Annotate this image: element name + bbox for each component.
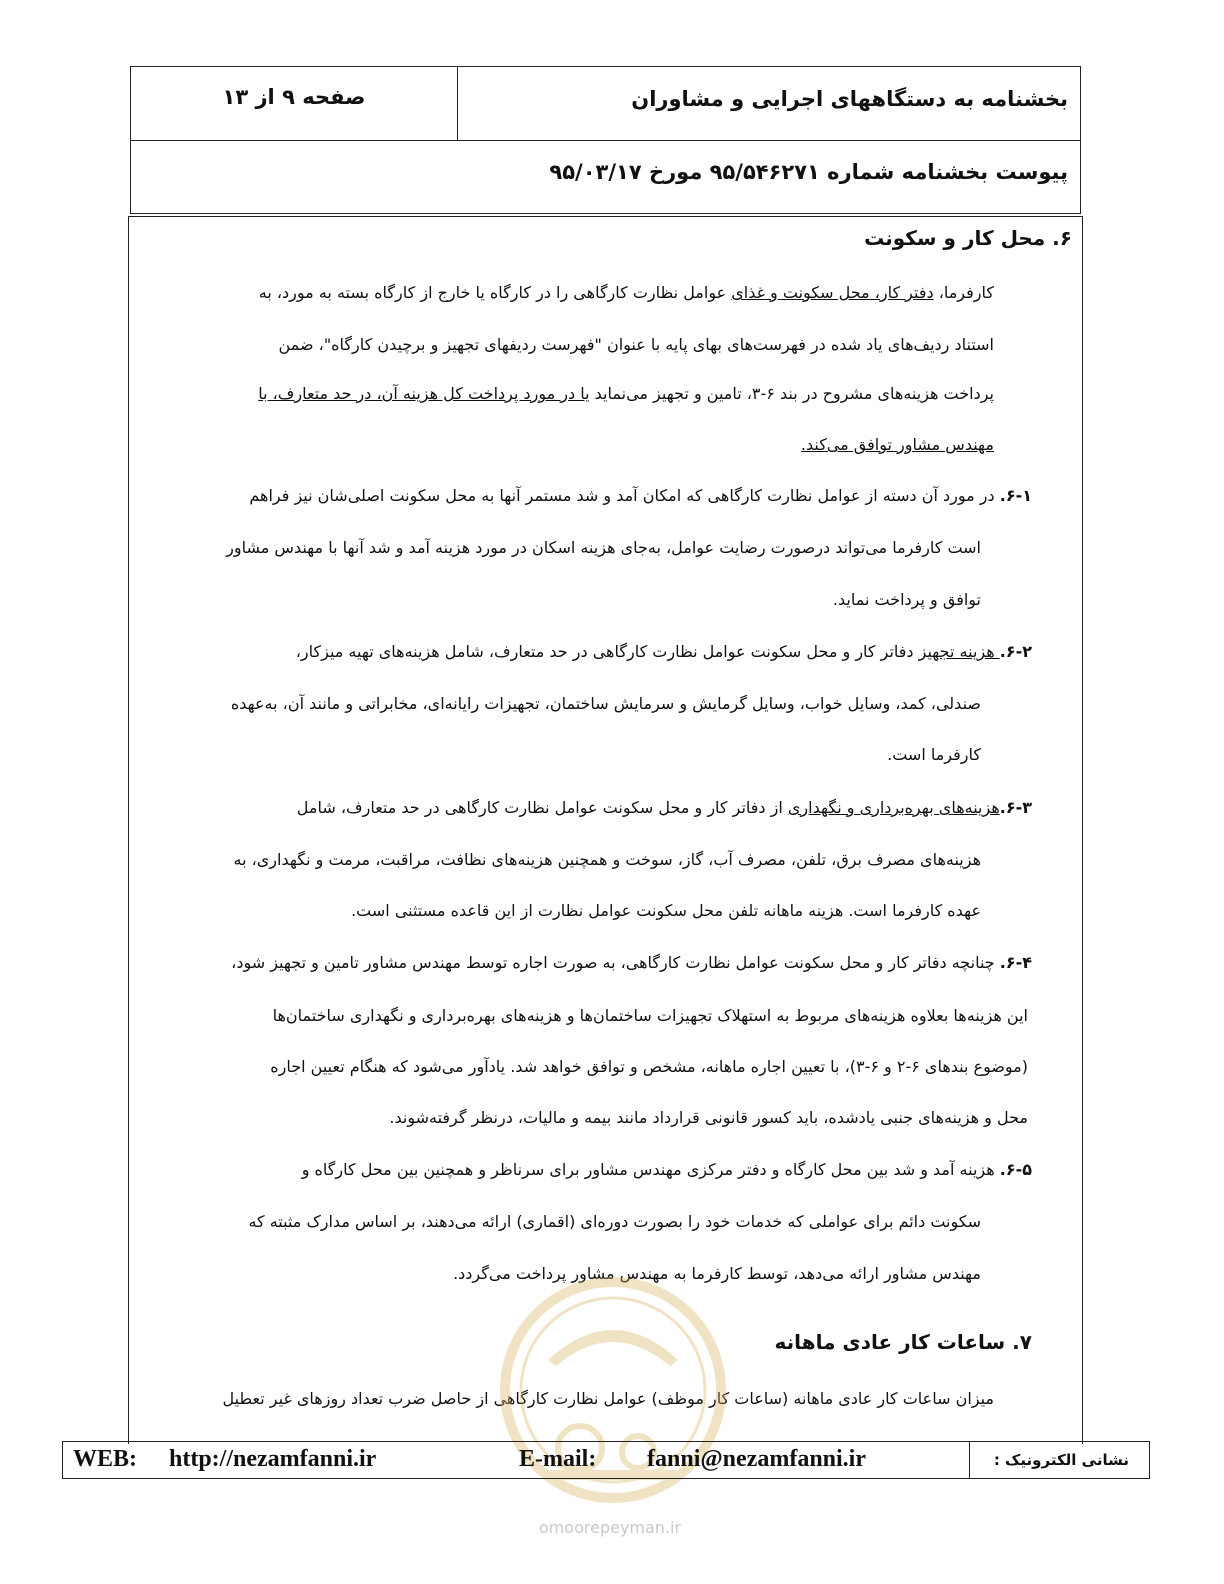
watermark-url: omoorepeyman.ir [538,1518,682,1537]
item-6-2-line-3: کارفرما است. [887,745,981,764]
header-divider-horizontal [131,140,1080,141]
annex-reference: پیوست بخشنامه شماره ۹۵/۵۴۶۲۷۱ مورخ ۹۵/۰۳/۱۷ [549,160,1068,184]
intro-line-3: پرداخت هزینه‌های مشروح در بند ۶-۳، تامین و تجهیز می‌نماید یا در مورد پرداخت کل هزینه آن، در حد متعارف، با [258,384,994,403]
electronic-address-label: نشانی الکترونیک : [993,1451,1129,1469]
watermark-logo [488,1270,738,1520]
web-label: WEB: [73,1446,138,1472]
item-6-2-line-2: صندلی، کمد، وسایل خواب، وسایل گرمایش و سرمایش ساختمان، تجهیزات رایانه‌ای، مخابراتی و مانند آن، به‌عهده [230,694,981,713]
item-6-3-line-1: ۶-۳.هزینه‌های بهره‌برداری و نگهداری از دفاتر کار و محل سکونت عوامل نظارت کارگاهی در حد متعارف، شامل [296,798,1032,817]
item-6-3-line-2: هزینه‌های مصرف برق، تلفن، مصرف آب، گاز، سوخت و همچنین هزینه‌های نظافت، مراقبت، مرمت و نگهداری، به [233,850,981,869]
email-link[interactable]: fanni@nezamfanni.ir [647,1446,866,1472]
intro-line-1: کارفرما، دفتر کار، محل سکونت و غذای عوامل نظارت کارگاهی را در کارگاه یا خارج از کارگاه بسته به مورد، به [258,283,994,302]
section-7-line-1: میزان ساعات کار عادی ماهانه (ساعات کار موظف) عوامل نظارت کارگاهی از حاصل ضرب تعداد روزهای غیر تعطیل [222,1389,994,1408]
section-7-heading: ۷. ساعات کار عادی ماهانه [774,1330,1032,1354]
email-label: E-mail: [519,1446,597,1472]
item-6-4-line-1: ۶-۴. چنانچه دفاتر کار و محل سکونت عوامل نظارت کارگاهی، به صورت اجاره توسط مهندس مشاور تامین و تجهیز شود، [231,953,1032,972]
item-6-2-line-1: ۶-۲. هزینه تجهیز دفاتر کار و محل سکونت عوامل نظارت کارگاهی در حد متعارف، شامل هزینه‌های تهیه میزکار، [295,642,1032,661]
web-link[interactable]: http://nezamfanni.ir [169,1446,377,1472]
item-6-5-line-2: سکونت دائم برای عواملی که خدمات خود را بصورت دوره‌ای (اقماری) ارائه می‌دهند، بر اساس مدارک مثبته که [248,1212,981,1231]
item-6-1-line-1: ۶-۱. در مورد آن دسته از عوامل نظارت کارگاهی که امکان آمد و شد مستمر آنها به محل سکونت اصلی‌شان نیز فراهم [249,486,1032,505]
item-6-4-line-4: محل و هزینه‌های جنبی یادشده، باید کسور قانونی قرارداد مانند بیمه و مالیات، درنظر گرفته‌شوند. [389,1108,1028,1127]
item-6-4-line-3: (موضوع بندهای ۶-۲ و ۶-۳)، با تعیین اجاره ماهانه، مشخص و توافق خواهد شد. یادآور می‌شود که هنگام تعیین اجاره [270,1057,1028,1076]
item-6-1-line-3: توافق و پرداخت نماید. [832,590,981,609]
item-6-4-line-2: این هزینه‌ها بعلاوه هزینه‌های مربوط به استهلاک تجهیزات ساختمان‌ها و هزینه‌های بهره‌برداری و نگهداری ساختمان‌ها [272,1006,1028,1025]
header-divider-vertical [457,67,458,140]
item-6-5-line-3: مهندس مشاور ارائه می‌دهد، توسط کارفرما به مهندس مشاور پرداخت می‌گردد. [453,1264,981,1283]
page-number: صفحه ۹ از ۱۳ [222,85,366,109]
item-6-5-line-1: ۶-۵. هزینه آمد و شد بین محل کارگاه و دفتر مرکزی مهندس مشاور برای سرناظر و همچنین بین محل کارگاه و [301,1160,1032,1179]
item-6-3-line-3: عهده کارفرما است. هزینه ماهانه تلفن محل سکونت عوامل نظارت از این قاعده مستثنی است. [351,901,981,920]
intro-line-4: مهندس مشاور توافق می‌کند. [800,435,994,454]
item-6-1-line-2: است کارفرما می‌تواند درصورت رضایت عوامل، به‌جای هزینه اسکان در مورد هزینه آمد و شد آنها با مهندس مشاور [226,538,981,557]
section-6-heading: ۶. محل کار و سکونت [864,226,1072,250]
header-table [130,66,1081,214]
intro-line-2: استناد ردیف‌های یاد شده در فهرست‌های بهای پایه با عنوان "فهرست ردیفهای تجهیز و برچیدن کارگاه"، ضمن [278,335,994,354]
circular-title: بخشنامه به دستگاههای اجرایی و مشاوران [631,87,1068,111]
footer-divider [969,1442,970,1478]
footer-bar [62,1441,1150,1479]
